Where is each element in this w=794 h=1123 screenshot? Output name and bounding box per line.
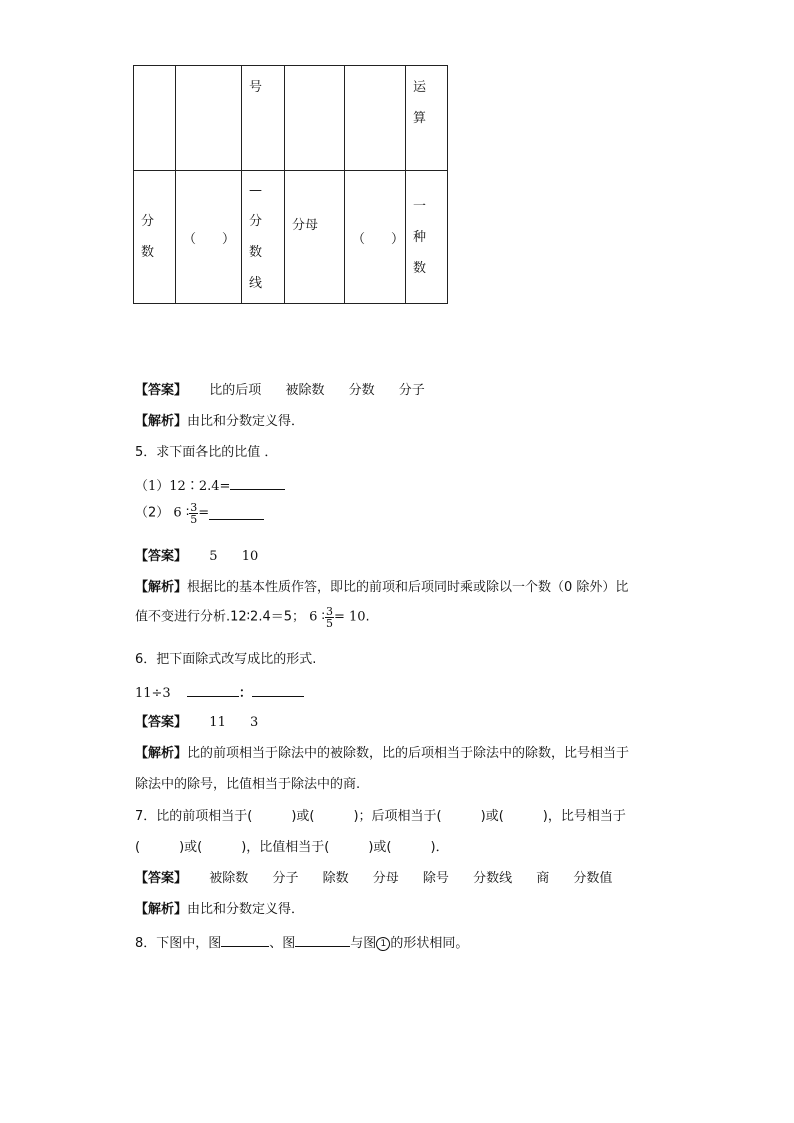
q4-analysis [135, 414, 304, 430]
q5-analysis-line1 [135, 580, 628, 596]
answer-item: 除号 [422, 871, 449, 886]
answer-item: 10 [241, 549, 259, 564]
answer-item: 分子 [272, 871, 299, 886]
table-cell-text: 运算 [413, 80, 427, 126]
numerator: 3 [325, 605, 333, 618]
denominator: 5 [325, 617, 333, 630]
answer-item: 分数 [348, 383, 375, 398]
q5-analysis-line2 [135, 606, 370, 636]
table-cell [242, 66, 285, 171]
q6-answer [135, 715, 278, 731]
table-row [134, 66, 448, 171]
q6-analysis-line1 [135, 746, 629, 762]
question-text: 与图 [350, 936, 377, 951]
punctuation: . [365, 609, 370, 625]
table-cell-text: 号 [249, 80, 263, 95]
answer-blank [187, 684, 239, 697]
table-cell [176, 66, 242, 171]
answer-blank [230, 477, 285, 490]
table-cell [345, 171, 406, 304]
table-cell [242, 171, 285, 304]
analysis-text: 由比和分数定义得． [187, 902, 305, 917]
fraction [189, 502, 198, 525]
expr-text: 6 ∶ [173, 505, 190, 521]
q5-answer [135, 549, 278, 565]
table-cell-text: （ ） [183, 231, 236, 247]
table-cell-text: 分数 [141, 214, 155, 260]
answer-item: 分数线 [473, 871, 513, 886]
item-prefix: （2） [135, 505, 170, 521]
answer-label: 【答案】 [135, 715, 188, 730]
answer-item: 被除数 [209, 871, 249, 886]
item-text: （1）12∶2.4= [135, 479, 231, 494]
expr-text: 6 ∶ [309, 609, 325, 625]
answer-item: 分数值 [573, 871, 613, 886]
q8-question [135, 934, 468, 952]
answer-label: 【答案】 [135, 871, 188, 886]
definition-table [133, 65, 448, 304]
colon: ： [238, 686, 252, 701]
denominator: 5 [190, 513, 198, 526]
q7-line1: 7．比的前项相当于( )或( )；后项相当于( )或( )，比号相当于 [135, 809, 626, 824]
table-cell [176, 171, 242, 304]
analysis-text: 由比和分数定义得． [187, 414, 305, 429]
table-cell [406, 171, 448, 304]
answer-blank [295, 934, 350, 947]
table-cell-text: 一种数 [413, 198, 427, 276]
analysis-label: 【解析】 [135, 902, 188, 917]
table-cell-text: 分母 [292, 218, 319, 233]
q7-answer [135, 871, 632, 887]
analysis-text: 值不变进行分析.12∶2.4＝5； [135, 609, 306, 625]
q5-title: 5．求下面各比的比值 ． [135, 445, 278, 460]
analysis-label: 【解析】 [135, 580, 188, 595]
table-cell [285, 171, 345, 304]
analysis-text: 根据比的基本性质作答，即比的前项和后项同时乘或除以一个数（0 除外）比 [187, 580, 629, 595]
table-cell [134, 171, 176, 304]
table-cell [406, 66, 448, 171]
circled-number: 1 [376, 937, 390, 951]
q6-title: 6．把下面除式改写成比的形式. [135, 652, 317, 667]
table-row [134, 171, 448, 304]
analysis-label: 【解析】 [135, 746, 188, 761]
table-cell-text: （ ） [352, 231, 405, 247]
q7-analysis [135, 902, 304, 918]
answer-item: 分子 [398, 383, 425, 398]
answer-blank [221, 934, 269, 947]
answer-blank [252, 684, 304, 697]
analysis-label: 【解析】 [135, 414, 188, 429]
q6-expr [135, 684, 304, 702]
table-cell [134, 66, 176, 171]
answer-blank [209, 507, 264, 520]
answer-label: 【答案】 [135, 549, 188, 564]
answer-item: 商 [536, 871, 550, 886]
analysis-text: 比的前项相当于除法中的被除数，比的后项相当于除法中的除数，比号相当于 [187, 746, 630, 761]
equals-sign: = [198, 505, 210, 521]
answer-item: 3 [249, 715, 259, 730]
q5-item2 [135, 502, 264, 532]
answer-item: 5 [209, 549, 218, 564]
q7-line2: ( )或( )，比值相当于( )或( )． [135, 840, 449, 855]
fraction [325, 606, 334, 629]
answer-item: 除数 [322, 871, 349, 886]
q6-analysis-line2: 除法中的除号，比值相当于除法中的商. [135, 777, 361, 792]
answer-item: 11 [209, 715, 226, 730]
question-text: 的形状相同。 [390, 936, 469, 951]
table-cell [345, 66, 406, 171]
answer-item: 比的后项 [209, 383, 262, 398]
answer-label: 【答案】 [135, 383, 188, 398]
table-cell-text: —分数线 [249, 183, 263, 291]
question-text: 、图 [269, 936, 296, 951]
answer-item: 分母 [372, 871, 399, 886]
numerator: 3 [190, 501, 198, 514]
q4-answer [135, 383, 445, 399]
expr-text: = 10 [333, 609, 366, 625]
question-text: 8．下图中，图 [135, 936, 222, 951]
q5-item1 [135, 477, 285, 495]
answer-item: 被除数 [285, 383, 325, 398]
table-cell [285, 66, 345, 171]
expr-text: 11÷3 [135, 686, 171, 701]
